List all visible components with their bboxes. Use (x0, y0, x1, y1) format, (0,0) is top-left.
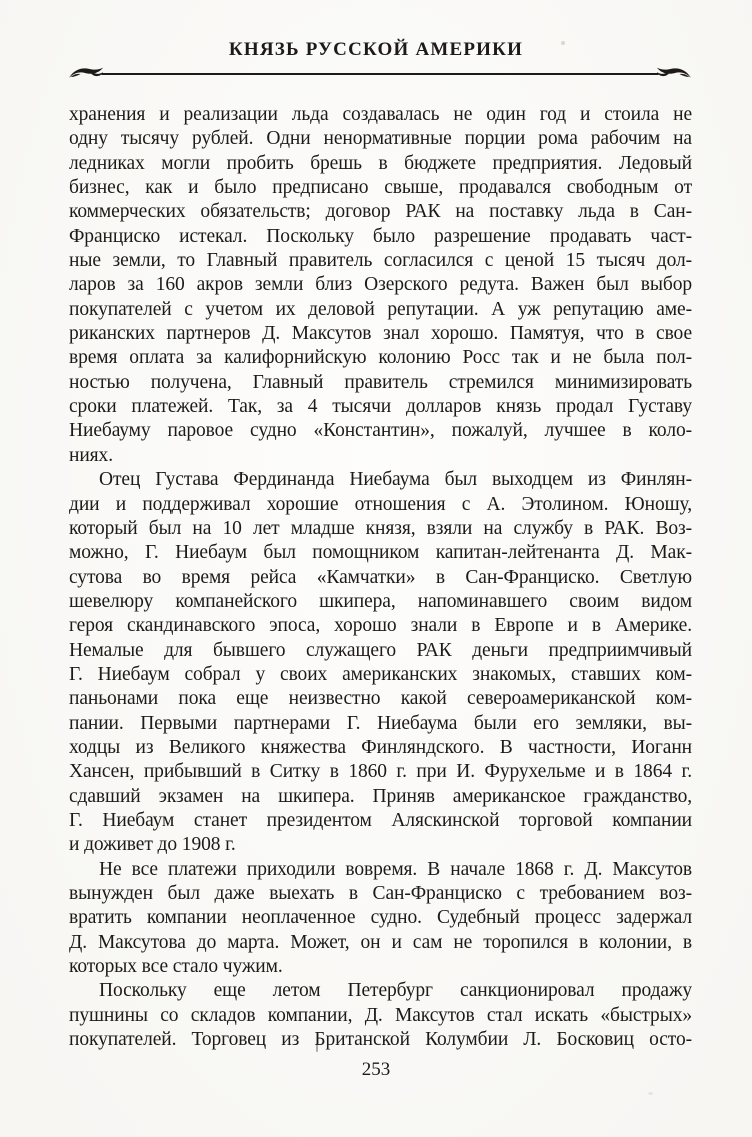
text-line: паньонами пока еще неизвестно какой североамериканской ком- (69, 688, 692, 710)
text-line: ниях. (69, 444, 113, 466)
text-line: Отец Густава Фердинанда Ниебаума был выходцем из Финлян- (99, 469, 692, 491)
text-line: ходцы из Великого княжества Финляндского. В частности, Иоганн (69, 736, 692, 758)
text-line: дии и поддерживал хорошие отношения с А. Этолином. Юношу, (69, 493, 692, 515)
floral-flourish-left-icon (68, 66, 104, 81)
text-line: Хансен, прибывший в Ситку в 1860 г. при И. Фурухельме и в 1864 г. (69, 761, 692, 783)
header-rule (68, 62, 692, 84)
page-number: 253 (361, 1059, 391, 1080)
rule-line (101, 73, 659, 75)
text-line: Д. Максутова до марта. Может, он и сам не торопился в колонии, в (69, 931, 692, 953)
text-line: которых все стало чужим. (69, 956, 283, 978)
text-line: пушнины со складов компании, Д. Максутов стал искать «быстрых» (69, 1004, 692, 1026)
text-line: риканских партнеров Д. Максутов знал хорошо. Памятуя, что в свое (69, 323, 692, 345)
text-line: Г. Ниебаум собрал у своих американских знакомых, ставших ком- (69, 663, 692, 685)
text-line: ные земли, то Главный правитель согласился с ценой 15 тысяч дол- (69, 250, 692, 272)
text-line: Поскольку еще летом Петербург санкционировал продажу (99, 980, 692, 1002)
floral-flourish-right-icon (656, 66, 692, 81)
text-line: ледниках могли пробить брешь в бюджете предприятия. Ледовый (69, 152, 692, 174)
text-line: сроки платежей. Так, за 4 тысячи долларов князь продал Густаву (69, 396, 692, 418)
text-block (69, 103, 692, 1052)
text-line: Не все платежи приходили вовремя. В начале 1868 г. Д. Максутов (99, 858, 692, 880)
text-line: одну тысячу рублей. Одни ненормативные порции рома рабочим на (69, 128, 692, 150)
text-line: ларов за 160 акров земли близ Озерского редута. Важен был выбор (69, 274, 692, 296)
scan-speck (561, 41, 565, 45)
text-line: героя скандинавского эпоса, хорошо знали в Европе и в Америке. (69, 615, 692, 637)
text-line: пании. Первыми партнерами Г. Ниебаума были его земляки, вы- (69, 712, 692, 734)
text-line: сдавший экзамен на шкипера. Приняв американское гражданство, (69, 785, 692, 807)
text-line: Немалые для бывшего служащего РАК деньги предприимчивый (69, 639, 692, 661)
text-line: хранения и реализации льда создавалась не один год и стоила не (69, 104, 692, 125)
page-title: КНЯЗЬ РУССКОЙ АМЕРИКИ (228, 39, 524, 60)
text-line: и доживет до 1908 г. (69, 834, 236, 856)
text-line: ностью получена, Главный правитель стремился минимизировать (69, 371, 692, 393)
text-line: Ниебауму паровое судно «Константин», пожалуй, лучшее в коло- (69, 420, 692, 442)
text-line: покупателей. Торговец из Британской Колумбии Л. Босковиц осто- (69, 1029, 692, 1051)
text-line: Франциско истекал. Поскольку было разрешение продавать част- (69, 225, 692, 247)
text-line: сутова во время рейса «Камчатки» в Сан-Франциско. Светлую (69, 566, 692, 588)
scan-speck (648, 1092, 653, 1095)
text-line: Г. Ниебаум станет президентом Аляскинской торговой компании (69, 809, 692, 831)
text-line: вынужден был даже выехать в Сан-Франциско с требованием воз- (69, 883, 692, 904)
text-line: покупателей с учетом их деловой репутации. А уж репутацию аме- (69, 298, 692, 320)
text-line: время оплата за калифорнийскую колонию Росс так и не была пол- (69, 347, 692, 369)
scan-speck (316, 1043, 318, 1052)
text-line: коммерческих обязательств; договор РАК на поставку льда в Сан- (69, 201, 692, 223)
text-line: бизнес, как и было предписано свыше, продавался свободным от (69, 177, 692, 199)
text-line: вратить компании неоплаченное судно. Судебный процесс задержал (69, 907, 692, 929)
text-line: шевелюру компанейского шкипера, напоминавшего своим видом (69, 590, 692, 612)
text-line: который был на 10 лет младше князя, взяли на службу в РАК. Воз- (69, 517, 692, 539)
text-line: можно, Г. Ниебаум был помощником капитан-лейтенанта Д. Мак- (69, 542, 692, 564)
